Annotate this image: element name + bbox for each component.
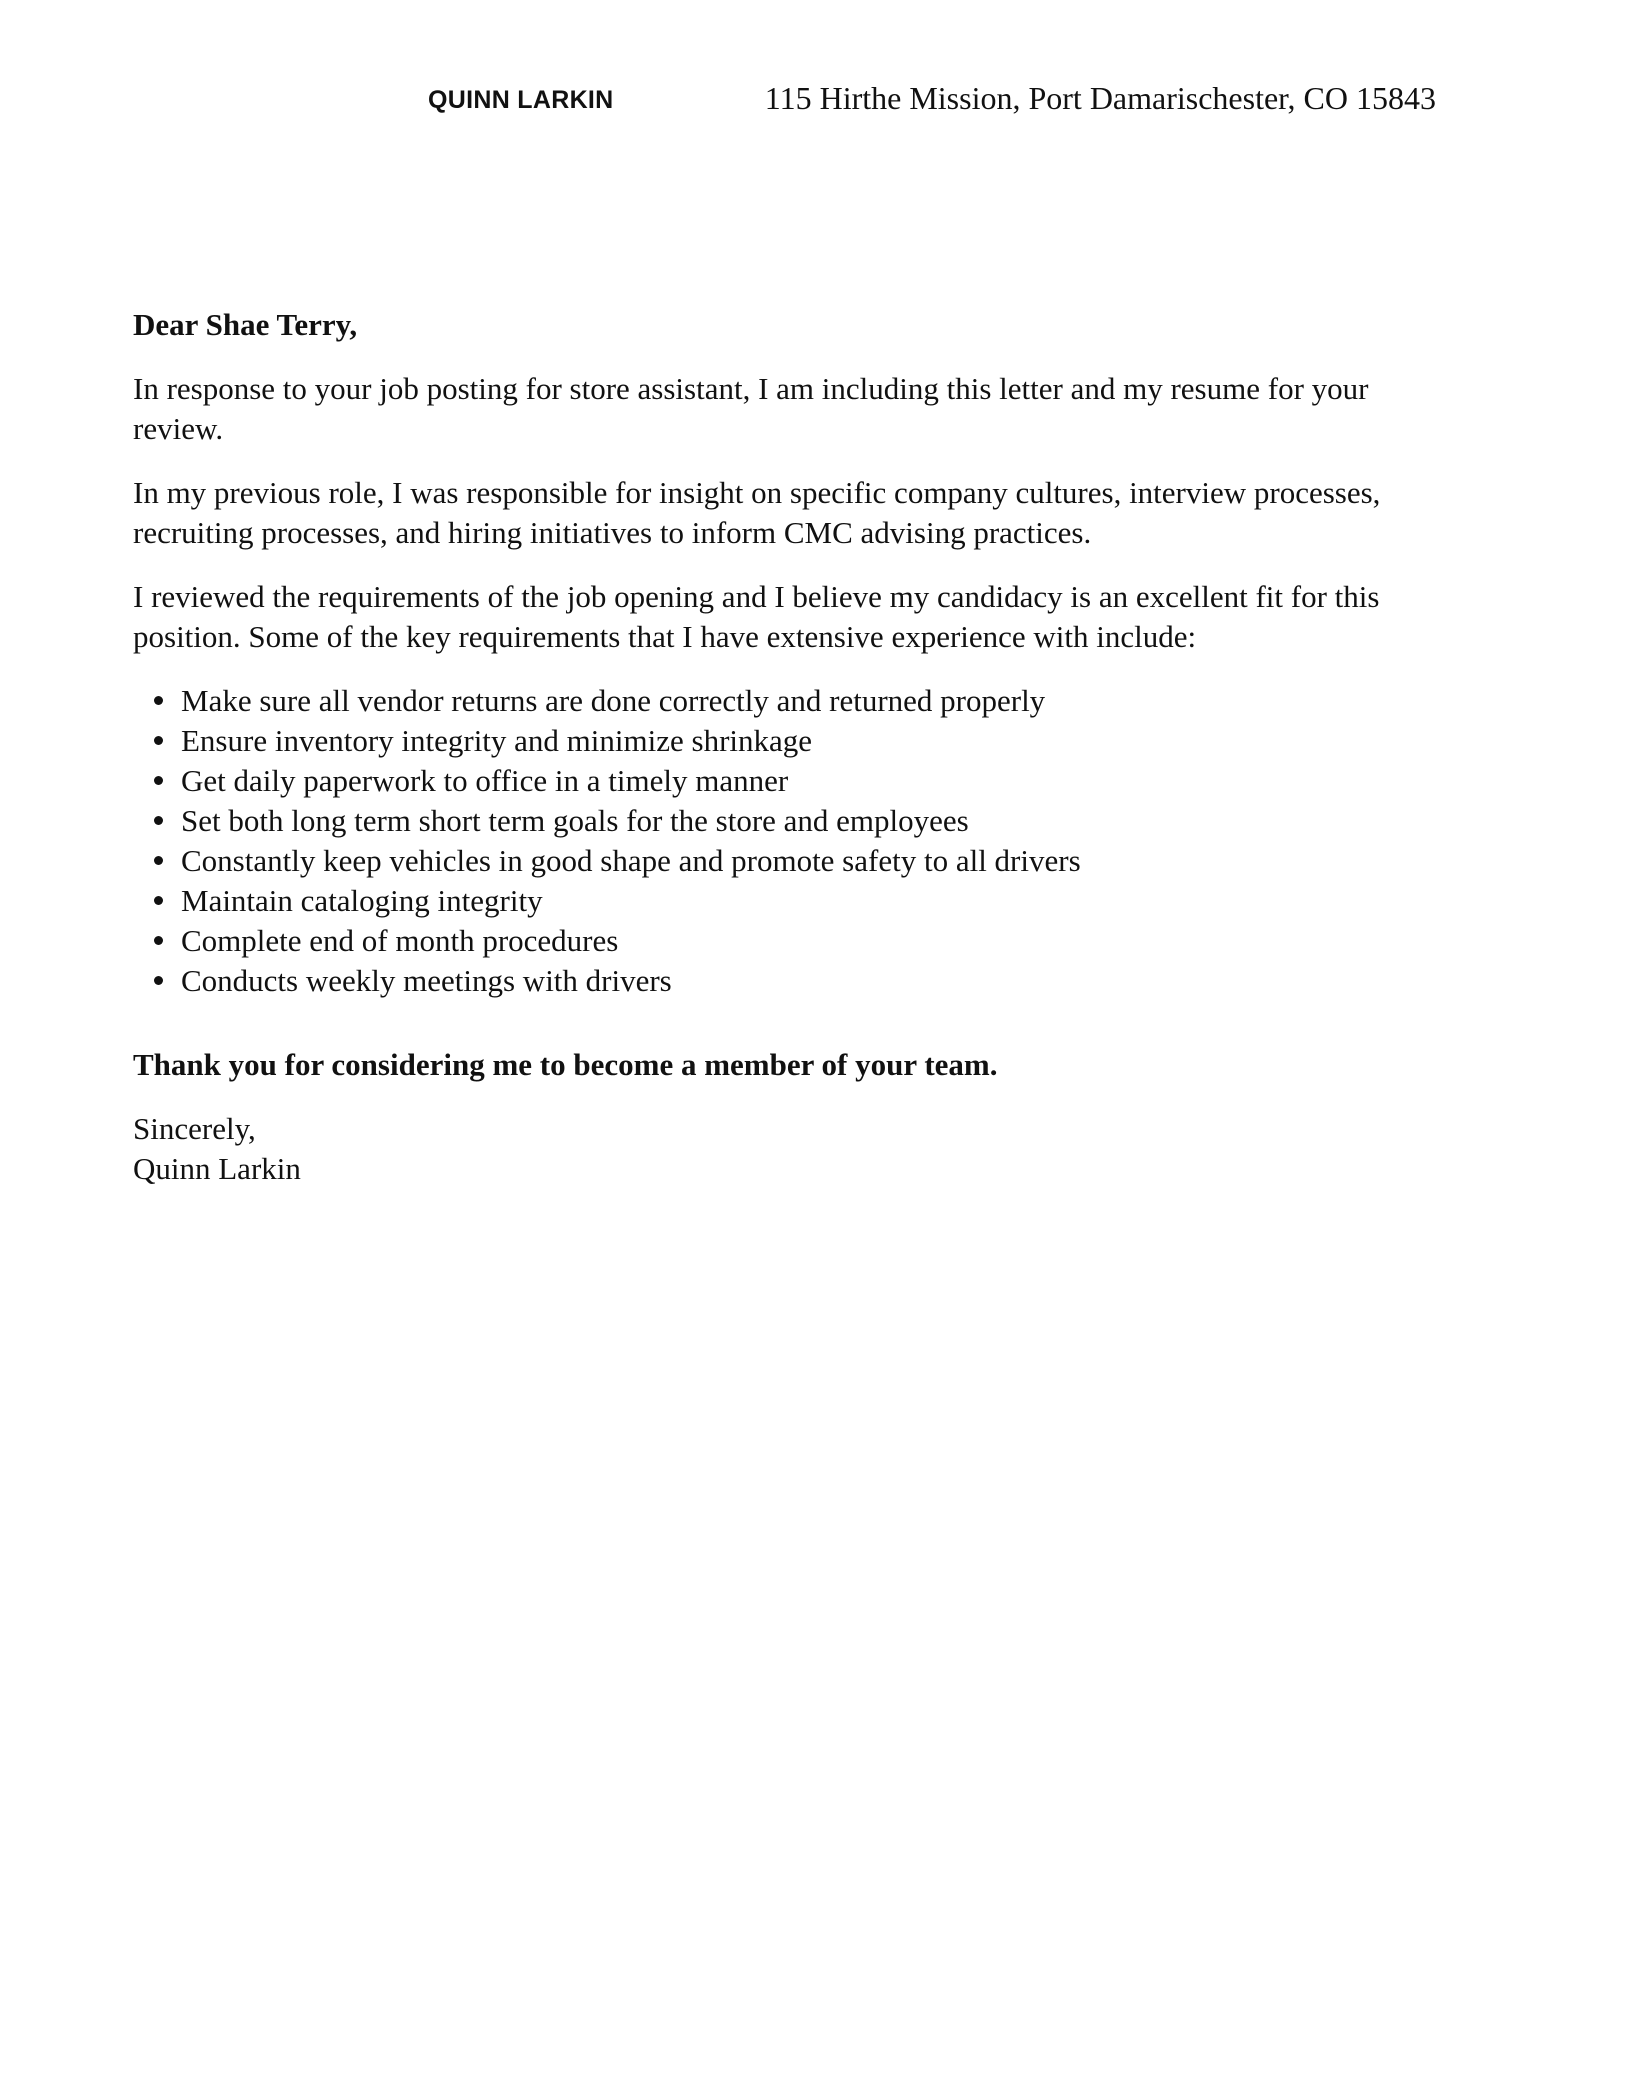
requirement-item	[133, 921, 1453, 961]
requirement-item	[133, 841, 1453, 881]
bullet-icon	[154, 976, 163, 985]
bullet-icon	[154, 736, 163, 745]
requirement-item	[133, 761, 1453, 801]
requirement-text: Constantly keep vehicles in good shape and promote safety to all drivers	[181, 843, 1081, 878]
requirement-text: Make sure all vendor returns are done correctly and returned properly	[181, 683, 1046, 718]
signature-name: Quinn Larkin	[133, 1151, 301, 1186]
requirement-item	[133, 881, 1453, 921]
sender-address: 115 Hirthe Mission, Port Damarischester, CO 15843	[764, 80, 1436, 116]
bullet-icon	[154, 896, 163, 905]
sender-name: QUINN LARKIN	[428, 86, 614, 114]
bullet-icon	[154, 816, 163, 825]
requirement-item	[133, 961, 1453, 1001]
requirement-text: Maintain cataloging integrity	[181, 883, 543, 918]
requirement-item	[133, 801, 1453, 841]
requirement-text: Complete end of month procedures	[181, 923, 619, 958]
bullet-icon	[154, 776, 163, 785]
requirement-text: Conducts weekly meetings with drivers	[181, 963, 672, 998]
requirement-item	[133, 721, 1453, 761]
salutation: Dear Shae Terry,	[133, 307, 358, 342]
requirement-text: Get daily paperwork to office in a timely manner	[181, 763, 789, 798]
requirements-intro-paragraph: I reviewed the requirements of the job opening and I believe my candidacy is an excellent fit for this position. Some of the key requirements that I have extensive experience with include:	[133, 579, 1380, 654]
letter-body	[133, 305, 1453, 1189]
experience-paragraph: In my previous role, I was responsible for insight on specific company cultures, interview processes, recruiting processes, and hiring initiatives to inform CMC advising practices.	[133, 475, 1381, 550]
requirements-list	[133, 681, 1453, 1001]
requirement-item	[133, 681, 1453, 721]
bullet-icon	[154, 856, 163, 865]
requirement-text: Set both long term short term goals for the store and employees	[181, 803, 969, 838]
bullet-icon	[154, 936, 163, 945]
intro-paragraph: In response to your job posting for store assistant, I am including this letter and my resume for your review.	[133, 371, 1369, 446]
signoff: Sincerely,	[133, 1111, 256, 1146]
bullet-icon	[154, 696, 163, 705]
requirement-text: Ensure inventory integrity and minimize shrinkage	[181, 723, 813, 758]
closing-line: Thank you for considering me to become a member of your team.	[133, 1047, 998, 1082]
